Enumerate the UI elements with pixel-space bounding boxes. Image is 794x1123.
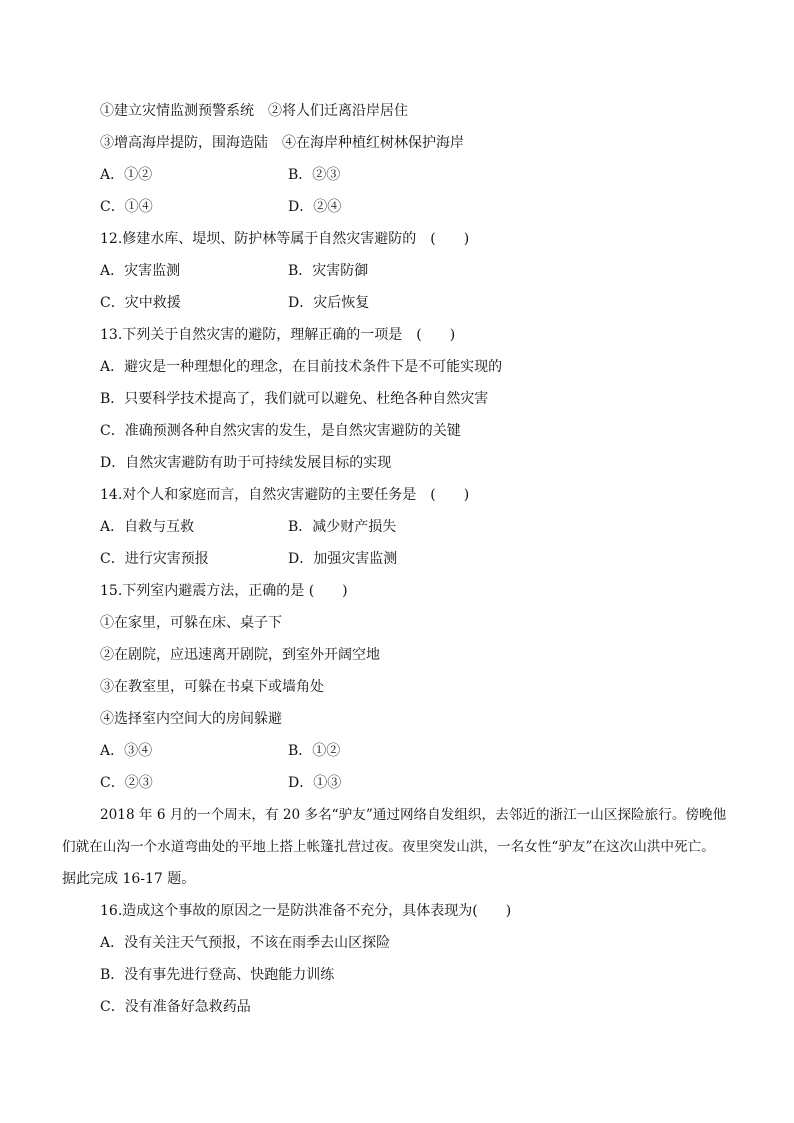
q11-option-row-1 — [100, 166, 341, 184]
q11-option-b: B．②③ — [288, 167, 341, 183]
q14-option-a: A．自救与互救 — [100, 519, 195, 535]
q13-option-b: B．只要科学技术提高了，我们就可以避免、杜绝各种自然灾害 — [100, 391, 489, 407]
q12-option-d: D．灾后恢复 — [288, 295, 370, 311]
q16-option-c: C．没有准备好急救药品 — [100, 999, 251, 1015]
q11-option-c: C．①④ — [100, 199, 153, 215]
q15-stem: 15.下列室内避震方法，正确的是 ( ) — [100, 583, 348, 599]
q14-option-row-1 — [100, 518, 397, 536]
q12-option-b: B．灾害防御 — [288, 263, 369, 279]
q13-option-c: C．准确预测各种自然灾害的发生，是自然灾害避防的关键 — [100, 423, 461, 439]
q16-option-a: A．没有关注天气预报，不该在雨季去山区探险 — [100, 935, 391, 951]
q11-statement-2: ③增高海岸提防，围海造陆 ④在海岸种植红树林保护海岸 — [100, 135, 464, 151]
q15-option-a: A．③④ — [100, 743, 153, 759]
q12-option-c: C．灾中救援 — [100, 295, 181, 311]
q15-option-b: B．①② — [288, 743, 341, 759]
q13-option-a: A．避灾是一种理想化的理念，在目前技术条件下是不可能实现的 — [100, 359, 503, 375]
passage-line-3: 据此完成 16-17 题。 — [62, 871, 196, 887]
q16-option-b: B．没有事先进行登高、快跑能力训练 — [100, 967, 335, 983]
q15-option-row-2 — [100, 774, 342, 792]
q14-option-c: C．进行灾害预报 — [100, 551, 209, 567]
q12-option-row-2 — [100, 294, 370, 312]
q15-option-c: C．②③ — [100, 775, 153, 791]
q15-option-d: D．①③ — [288, 775, 342, 791]
q14-option-row-2 — [100, 550, 398, 568]
q11-option-row-2 — [100, 198, 342, 216]
q11-option-a: A．①② — [100, 167, 153, 183]
q12-option-row-1 — [100, 262, 369, 280]
q12-stem: 12.修建水库、堤坝、防护林等属于自然灾害避防的 ( ) — [100, 231, 470, 247]
q14-stem: 14.对个人和家庭而言，自然灾害避防的主要任务是 ( ) — [100, 487, 470, 503]
q16-stem: 16.造成这个事故的原因之一是防洪准备不充分，具体表现为( ) — [100, 903, 512, 919]
q15-statement-4: ④选择室内空间大的房间躲避 — [100, 711, 282, 727]
q15-option-row-1 — [100, 742, 341, 760]
passage-line-1: 2018 年 6 月的一个周末，有 20 多名“驴友”通过网络自发组织，去邻近的浙江一山区探险旅行。傍晚他 — [100, 807, 727, 823]
q15-statement-1: ①在家里，可躲在床、桌子下 — [100, 615, 282, 631]
q15-statement-2: ②在剧院，应迅速离开剧院，到室外开阔空地 — [100, 647, 380, 663]
passage-line-2: 们就在山沟一个水道弯曲处的平地上搭上帐篷扎营过夜。夜里突发山洪，一名女性“驴友”在这次山洪中死亡。 — [62, 839, 715, 855]
q11-option-d: D．②④ — [288, 199, 342, 215]
q14-option-b: B．减少财产损失 — [288, 519, 397, 535]
q15-statement-3: ③在教室里，可躲在书桌下或墙角处 — [100, 679, 324, 695]
q11-statement-1: ①建立灾情监测预警系统 ②将人们迁离沿岸居住 — [100, 103, 408, 119]
q13-option-d: D．自然灾害避防有助于可持续发展目标的实现 — [100, 455, 392, 471]
q12-option-a: A．灾害监测 — [100, 263, 181, 279]
q13-stem: 13.下列关于自然灾害的避防，理解正确的一项是 ( ) — [100, 327, 456, 343]
q14-option-d: D．加强灾害监测 — [288, 551, 398, 567]
